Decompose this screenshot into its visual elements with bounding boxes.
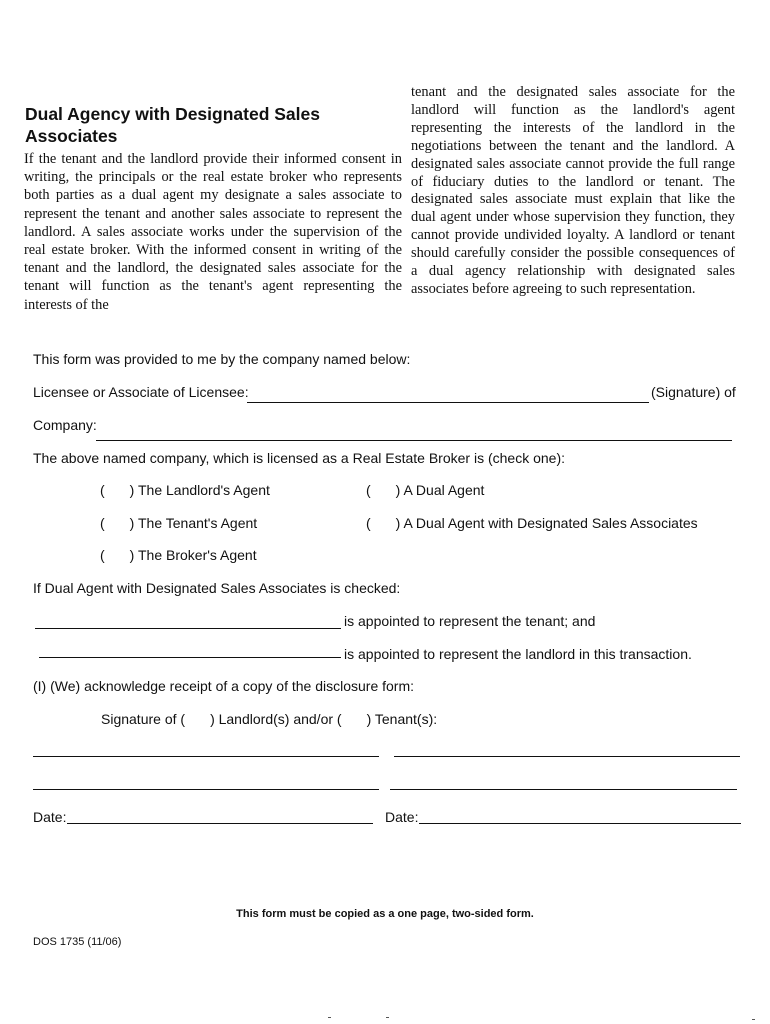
signature-line-2[interactable] [394, 756, 740, 757]
form-number: DOS 1735 (11/06) [33, 936, 122, 948]
signature-line-1[interactable] [33, 756, 379, 757]
open-paren: ( [366, 482, 371, 498]
close-paren: ) [129, 515, 135, 531]
checkbox-tenants-agent[interactable] [100, 515, 257, 531]
open-paren: ( [100, 547, 105, 563]
date-line-right[interactable] [419, 823, 741, 824]
landlord-appointed-text: is appointed to represent the landlord in this transaction. [344, 646, 692, 662]
signature-line-3[interactable] [33, 789, 379, 790]
document-heading: Dual Agency with Designated Sales Associates [25, 104, 320, 146]
close-paren: ) [129, 482, 135, 498]
signature-of-row [101, 711, 437, 727]
option-label: The Broker's Agent [137, 547, 257, 563]
company-label: Company: [33, 417, 97, 433]
if-dual-agent-text: If Dual Agent with Designated Sales Associates is checked: [33, 580, 401, 596]
copy-instruction-note: This form must be copied as a one page, two-sided form. [236, 908, 534, 920]
acknowledge-receipt-text: (I) (We) acknowledge receipt of a copy of the disclosure form: [33, 678, 415, 694]
signature-of-label: (Signature) of [651, 384, 736, 400]
date-label-right: Date: [385, 809, 419, 825]
tenants-label: ) Tenant(s): [366, 711, 438, 727]
tenant-appointed-text: is appointed to represent the tenant; and [344, 613, 596, 629]
scan-mark [328, 1017, 331, 1018]
checkbox-dual-agent-designated[interactable] [366, 515, 698, 531]
option-label: The Landlord's Agent [137, 482, 270, 498]
provided-by-text: This form was provided to me by the company named below: [33, 351, 411, 367]
body-text-left-column: If the tenant and the landlord provide their informed consent in writing, the principals or the real estate broker who represents both parties as a dual agent my designate a sales associate to represent the tenant and another sales associate to represent the landlord. A sales associate works under the supervision of the real estate broker. With the informed consent in writing of the tenant and the landlord, the designated sales associate for the tenant will function as the tenant's agent representing the interests of the [24, 151, 402, 313]
date-line-left[interactable] [67, 823, 373, 824]
signature-of-prefix: Signature of ( [101, 711, 186, 727]
licensee-signature-line[interactable] [247, 402, 649, 403]
tenant-associate-name-line[interactable] [35, 628, 341, 629]
checkbox-brokers-agent[interactable] [100, 547, 257, 563]
licensed-broker-text: The above named company, which is licensed as a Real Estate Broker is (check one): [33, 450, 565, 466]
checkbox-dual-agent[interactable] [366, 482, 484, 498]
close-paren: ) [395, 515, 401, 531]
date-label-left: Date: [33, 809, 67, 825]
signature-line-4[interactable] [390, 789, 737, 790]
open-paren: ( [100, 515, 105, 531]
close-paren: ) [395, 482, 401, 498]
option-label: A Dual Agent with Designated Sales Associates [403, 515, 698, 531]
scan-mark [386, 1017, 389, 1018]
body-text-right-column: tenant and the designated sales associate for the landlord will function as the landlord's agent representing the interests of the landlord in the negotiations between the tenant and the landlord. A designated sales associate cannot provide the full range of fiduciary duties to the landlord or tenant. The designated sales associate must explain that like the dual agent under whose supervision they function, they cannot provide undivided loyalty. A landlord or tenant should carefully consider the possible consequences of a dual agency relationship with designated sales associates before agreeing to such representation. [411, 84, 735, 297]
close-paren: ) [129, 547, 135, 563]
option-label: The Tenant's Agent [137, 515, 258, 531]
scan-mark [752, 1019, 755, 1020]
open-paren: ( [366, 515, 371, 531]
checkbox-landlords-agent[interactable] [100, 482, 270, 498]
landlords-andor-label: ) Landlord(s) and/or ( [210, 711, 342, 727]
landlord-associate-name-line[interactable] [39, 657, 341, 658]
licensee-label: Licensee or Associate of Licensee: [33, 384, 249, 400]
open-paren: ( [100, 482, 105, 498]
option-label: A Dual Agent [403, 482, 485, 498]
company-name-line[interactable] [96, 440, 732, 441]
